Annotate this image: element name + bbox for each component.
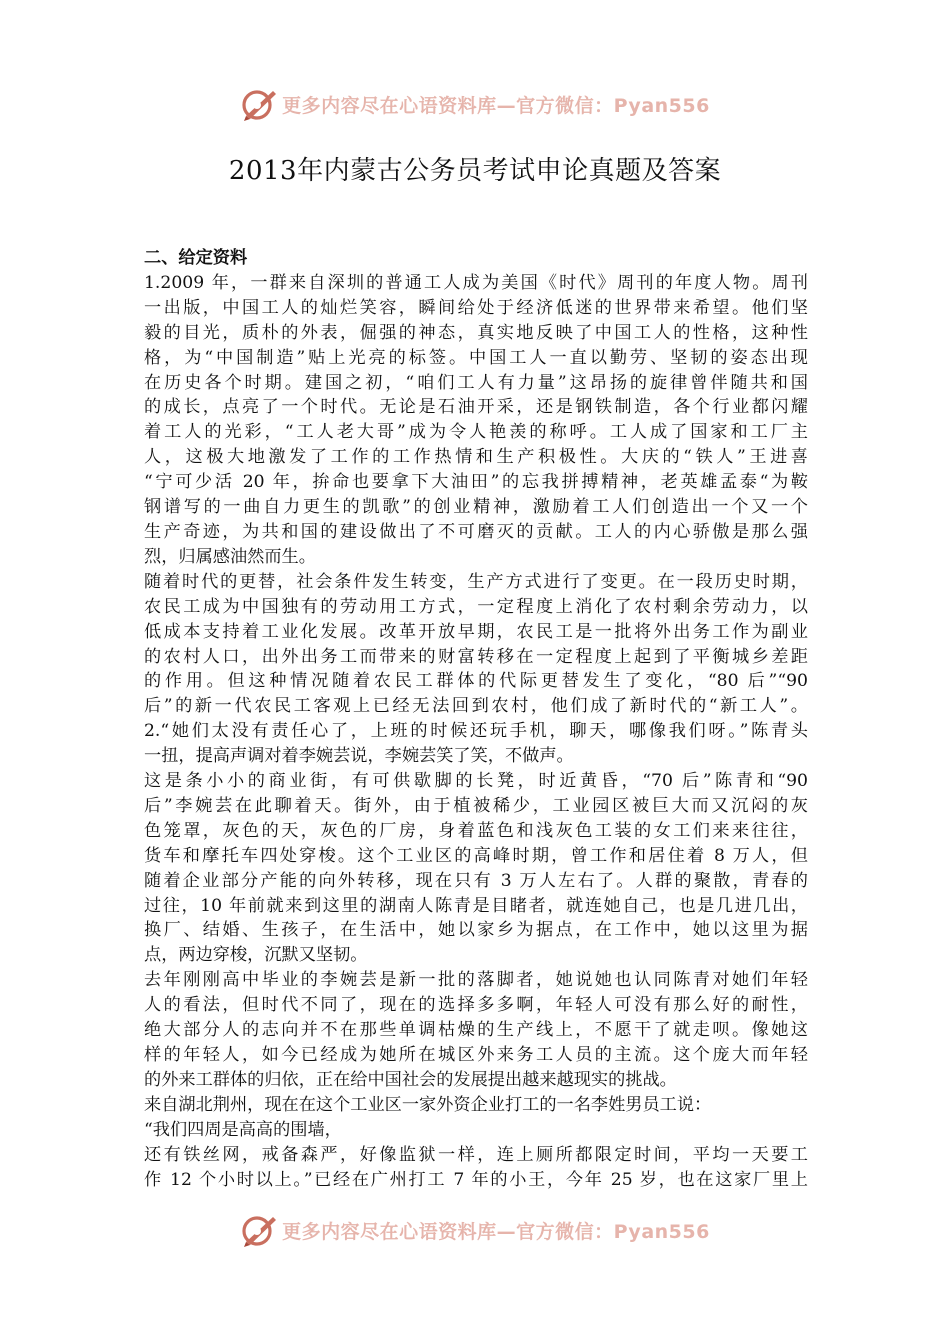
text-line: 的成长，点亮了一个时代。无论是石油开采，还是钢铁制造，各个行业都闪耀 <box>144 397 808 418</box>
text-line: 着工人的光彩，“工人老大哥”成为令人艳羡的称呼。工人成了国家和工厂主 <box>144 422 808 443</box>
text-line: 一出版，中国工人的灿烂笑容，瞬间给处于经济低迷的世界带来希望。他们坚 <box>144 297 808 318</box>
text-line: “我们四周是高高的围墙， <box>144 1119 342 1140</box>
header-watermark-banner <box>0 84 950 124</box>
text-line: 后”的新一代农民工客观上已经无法回到农村，他们成了新时代的“新工人”。 <box>144 696 808 717</box>
text-line: 去年刚刚高中毕业的李婉芸是新一批的落脚者，她说她也认同陈青对她们年轻 <box>144 970 808 991</box>
text-line: 的外来工群体的归依，正在给中国社会的发展提出越来越现实的挑战。 <box>144 1069 677 1090</box>
banner-text: 更多内容尽在心语资料库—官方微信：Pyan556 <box>282 1220 710 1243</box>
text-line: 随着企业部分产能的向外转移，现在只有 3 万人左右了。人群的聚散，青春的 <box>144 870 808 891</box>
document-body <box>144 246 808 1192</box>
text-line: “宁可少活 20 年，拚命也要拿下大油田”的忘我拼搏精神，老英雄孟泰“为鞍 <box>144 472 808 493</box>
document-title: 2013年内蒙古公务员考试申论真题及答案 <box>228 156 722 186</box>
text-line: 点，两边穿梭，沉默又坚韧。 <box>144 945 368 966</box>
text-line: 后”李婉芸在此聊着天。街外，由于植被稀少，工业园区被巨大而又沉闷的灰 <box>144 795 808 816</box>
text-line: 1.2009 年，一群来自深圳的普通工人成为美国《时代》周刊的年度人物。周刊 <box>144 272 808 293</box>
banner-text: 更多内容尽在心语资料库—官方微信：Pyan556 <box>282 94 710 117</box>
pen-logo-icon <box>240 1212 278 1248</box>
text-line: 生产奇迹，为共和国的建设做出了不可磨灭的贡献。工人的内心骄傲是那么强 <box>144 521 808 542</box>
text-line: 绝大部分人的志向并不在那些单调枯燥的生产线上，不愿干了就走呗。像她这 <box>144 1020 808 1041</box>
footer-watermark-banner <box>0 1210 950 1250</box>
text-line: 一扭，提高声调对着李婉芸说，李婉芸笑了笑，不做声。 <box>144 746 574 767</box>
text-line: 烈，归属感油然而生。 <box>144 546 316 567</box>
text-line: 作 12 个小时以上。”已经在广州打工 7 年的小王，今年 25 岁，也在这家厂里上 <box>144 1169 808 1190</box>
text-line: 还有铁丝网，戒备森严，好像监狱一样，连上厕所都限定时间，平均一天要工 <box>144 1144 808 1165</box>
text-line: 色笼罩，灰色的天，灰色的厂房，身着蓝色和浅灰色工装的女工们来来往往， <box>144 820 808 841</box>
banner-content <box>240 86 710 122</box>
text-line: 格，为“中国制造”贴上光亮的标签。中国工人一直以勤劳、坚韧的姿态出现 <box>144 347 808 368</box>
text-line: 货车和摩托车四处穿梭。这个工业区的高峰时期，曾工作和居住着 8 万人，但 <box>144 845 808 866</box>
paragraph-lines <box>144 271 808 1193</box>
section-heading: 二、给定资料 <box>144 248 248 268</box>
text-line: 2.“她们太没有责任心了，上班的时候还玩手机，聊天，哪像我们呀。”陈青头 <box>144 721 808 742</box>
text-line: 随着时代的更替，社会条件发生转变，生产方式进行了变更。在一段历史时期， <box>144 571 808 592</box>
text-line: 人的看法，但时代不同了，现在的选择多多啊，年轻人可没有那么好的耐性， <box>144 995 808 1016</box>
text-line: 换厂、结婚、生孩子，在生活中，她以家乡为据点，在工作中，她以这里为据 <box>144 920 808 941</box>
text-line: 的作用。但这种情况随着农民工群体的代际更替发生了变化，“80 后”“90 <box>144 671 808 692</box>
text-line: 这是条小小的商业街，有可供歇脚的长凳，时近黄昏，“70 后”陈青和“90 <box>144 771 808 792</box>
text-line: 来自湖北荆州，现在在这个工业区一家外资企业打工的一名李姓男员工说： <box>144 1094 712 1115</box>
pen-logo-icon <box>240 86 278 122</box>
text-line: 人，这极大地激发了工作的工作热情和生产积极性。大庆的“铁人”王进喜 <box>144 447 808 468</box>
text-line: 毅的目光，质朴的外表，倔强的神态，真实地反映了中国工人的性格，这种性 <box>144 322 808 343</box>
text-line: 钢谱写的一曲自力更生的凯歌”的创业精神，激励着工人们创造出一个又一个 <box>144 497 808 518</box>
text-line: 的农村人口，出外出务工而带来的财富转移在一定程度上起到了平衡城乡差距 <box>144 646 808 667</box>
banner-content <box>240 1212 710 1248</box>
text-line: 农民工成为中国独有的劳动用工方式，一定程度上消化了农村剩余劳动力，以 <box>144 596 808 617</box>
text-line: 在历史各个时期。建国之初，“咱们工人有力量”这昂扬的旋律曾伴随共和国 <box>144 372 808 393</box>
text-line: 过往，10 年前就来到这里的湖南人陈青是目睹者，就连她自己，也是几进几出， <box>144 895 808 916</box>
text-line: 低成本支持着工业化发展。改革开放早期，农民工是一批将外出务工作为副业 <box>144 621 808 642</box>
text-line: 样的年轻人，如今已经成为她所在城区外来务工人员的主流。这个庞大而年轻 <box>144 1045 808 1065</box>
